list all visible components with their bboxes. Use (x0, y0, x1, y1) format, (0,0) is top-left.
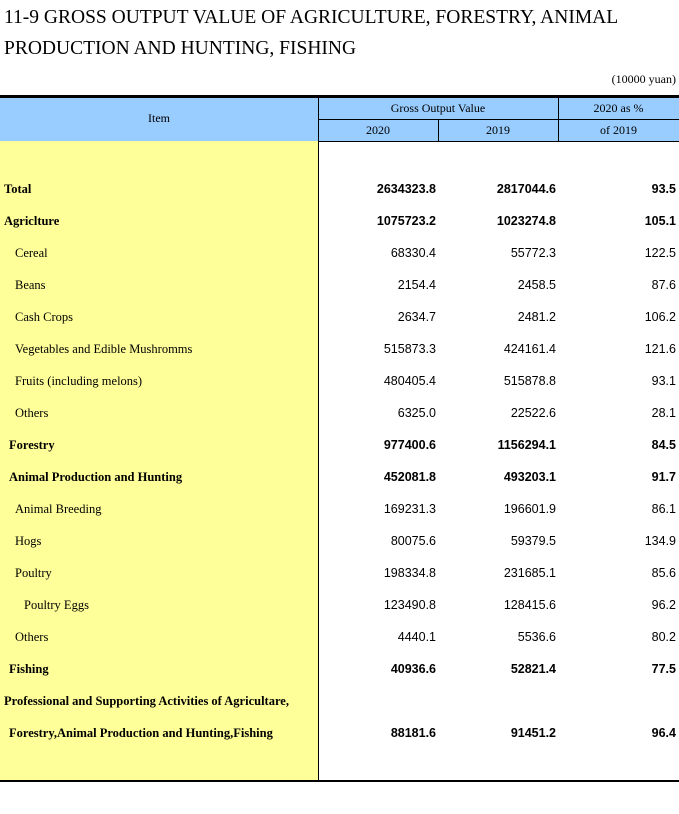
row-label: Animal Breeding (15, 502, 102, 516)
row-label: Agriclture (4, 214, 60, 228)
row-label: Total (4, 182, 32, 196)
row-label: Fishing (9, 662, 49, 676)
value-2020: 68330.4 (390, 246, 436, 260)
row-label: Poultry (15, 566, 52, 580)
table-row (0, 397, 679, 429)
value-percent: 93.5 (651, 182, 676, 196)
row-label: Vegetables and Edible Mushromms (15, 342, 193, 356)
value-percent: 93.1 (651, 374, 676, 388)
value-2020: 169231.3 (383, 502, 436, 516)
value-percent: 121.6 (644, 342, 676, 356)
value-percent: 87.6 (651, 278, 676, 292)
header-pct-line1: 2020 as % (593, 101, 644, 115)
value-2019: 515878.8 (503, 374, 556, 388)
table-row (0, 269, 679, 301)
value-2020: 6325.0 (397, 406, 436, 420)
title-line-2: PRODUCTION AND HUNTING, FISHING (4, 38, 357, 59)
value-2020: 977400.6 (383, 438, 436, 452)
row-label: Others (15, 630, 49, 644)
table-row (0, 333, 679, 365)
value-2019: 2817044.6 (496, 182, 556, 196)
row-label: Animal Production and Hunting (9, 470, 183, 484)
value-percent: 77.5 (651, 662, 676, 676)
table-row (0, 589, 679, 621)
table-row (0, 237, 679, 269)
row-label: Fruits (including melons) (15, 374, 143, 388)
header-pct-line2: of 2019 (600, 123, 637, 137)
value-2019: 424161.4 (503, 342, 556, 356)
value-2020: 1075723.2 (376, 214, 436, 228)
table-row (0, 365, 679, 397)
value-2020: 2634323.8 (376, 182, 436, 196)
value-2019: 231685.1 (503, 566, 556, 580)
table-row (0, 557, 679, 589)
table-row (0, 621, 679, 653)
value-2019: 1023274.8 (496, 214, 556, 228)
value-percent: 106.2 (644, 310, 676, 324)
row-label: Poultry Eggs (24, 598, 89, 612)
value-2019: 2458.5 (517, 278, 556, 292)
header-2019: 2019 (486, 123, 510, 137)
table-row (0, 429, 679, 461)
value-percent: 122.5 (644, 246, 676, 260)
row-label: Beans (15, 278, 46, 292)
value-2019: 52821.4 (510, 662, 556, 676)
value-2019: 2481.2 (517, 310, 556, 324)
value-2019: 1156294.1 (497, 438, 556, 452)
value-2020: 2154.4 (397, 278, 436, 292)
value-2019: 22522.6 (510, 406, 556, 420)
row-label: Cereal (15, 246, 48, 260)
value-percent: 84.5 (651, 438, 676, 452)
value-2020: 480405.4 (383, 374, 436, 388)
value-percent: 96.2 (651, 598, 676, 612)
value-percent: 86.1 (651, 502, 676, 516)
value-2020: 198334.8 (383, 566, 436, 580)
value-percent: 96.4 (651, 726, 676, 740)
table-row (0, 525, 679, 557)
value-2020: 2634.7 (397, 310, 436, 324)
header-2020: 2020 (366, 123, 390, 137)
unit-label: (10000 yuan) (611, 72, 676, 86)
table-row (0, 301, 679, 333)
table-row (0, 173, 679, 205)
row-label: Forestry,Animal Production and Hunting,Fishing (9, 726, 273, 740)
header-subrule (318, 119, 679, 120)
value-2019: 196601.9 (503, 502, 556, 516)
row-label: Cash Crops (15, 310, 73, 324)
table-row (0, 717, 679, 749)
row-label: Hogs (15, 534, 42, 548)
row-label: Forestry (9, 438, 55, 452)
value-2019: 5536.6 (517, 630, 556, 644)
value-2020: 4440.1 (397, 630, 436, 644)
header-item: Item (148, 111, 170, 125)
value-percent: 91.7 (651, 470, 676, 484)
value-2019: 128415.6 (503, 598, 556, 612)
value-2020: 452081.8 (383, 470, 436, 484)
table-header (0, 98, 679, 141)
title-line-1: 11-9 GROSS OUTPUT VALUE OF AGRICULTURE, FORESTRY, ANIMAL (4, 7, 619, 28)
value-2019: 55772.3 (510, 246, 556, 260)
table-row (0, 205, 679, 237)
value-2020: 123490.8 (383, 598, 436, 612)
header-gross-output: Gross Output Value (390, 101, 486, 115)
value-2019: 91451.2 (510, 726, 556, 740)
value-percent: 28.1 (651, 406, 676, 420)
value-percent: 105.1 (644, 214, 676, 228)
row-label: Professional and Supporting Activities of Agricultare, (4, 694, 289, 708)
value-percent: 85.6 (651, 566, 676, 580)
value-percent: 134.9 (644, 534, 676, 548)
table-row (0, 493, 679, 525)
value-2020: 40936.6 (390, 662, 436, 676)
value-percent: 80.2 (651, 630, 676, 644)
table-row (0, 685, 679, 717)
value-2019: 59379.5 (510, 534, 556, 548)
page-title (4, 2, 676, 64)
table-bottom-rule (0, 780, 679, 782)
value-2019: 493203.1 (503, 470, 556, 484)
value-2020: 515873.3 (383, 342, 436, 356)
value-2020: 88181.6 (390, 726, 436, 740)
table-row (0, 461, 679, 493)
row-label: Others (15, 406, 49, 420)
table-row (0, 653, 679, 685)
value-2020: 80075.6 (390, 534, 436, 548)
